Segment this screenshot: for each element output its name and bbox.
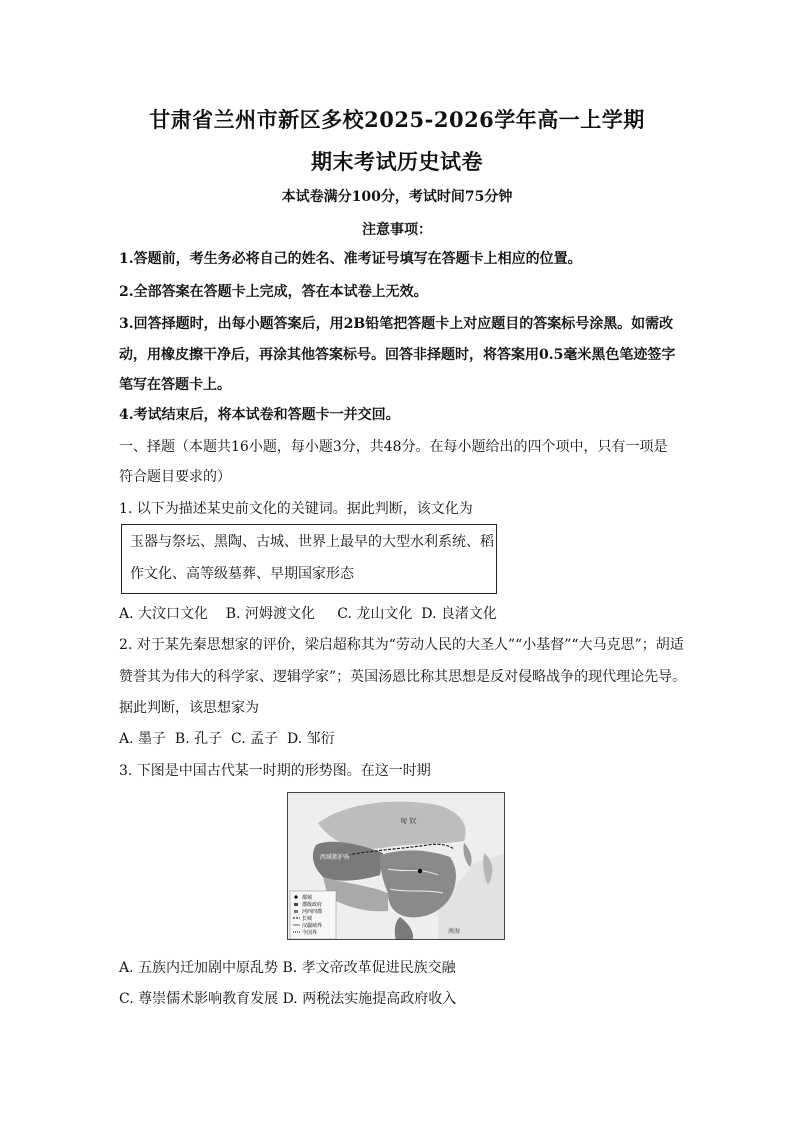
q2-options: A. 墨子 B. 孔子 C. 孟子 D. 邹衍 xyxy=(119,731,335,747)
label-xiongnu: 匈 奴 xyxy=(400,817,417,825)
legend-border: 汉疆域界 xyxy=(302,923,323,929)
label-xiyu: 西域都护府 xyxy=(320,854,351,861)
q3-stem: 3. 下图是中国古代某一时期的形势图。在这一时期 xyxy=(119,763,431,779)
legend-hexi: 河西四郡 xyxy=(302,909,323,915)
q1-box-line2: 作文化、高等级墓葬、早期国家形态 xyxy=(130,566,354,582)
notice-1: 1.答题前，考生务必将自己的姓名、准考证号填写在答题卡上相应的位置。 xyxy=(119,251,582,267)
legend-commandery: 郡级政府 xyxy=(302,902,323,908)
q1-options: A. 大汶口文化 B. 河姆渡文化 C. 龙山文化 D. 良渚文化 xyxy=(119,606,497,622)
section-heading-2: 符合题目要求的） xyxy=(119,469,231,485)
label-nanhai: 南海 xyxy=(448,928,461,935)
q1-stem: 1. 以下为描述某史前文化的关键词。据此判断，该文化为 xyxy=(119,501,473,517)
notice-3c: 笔写在答题卡上。 xyxy=(119,377,231,393)
notice-2: 2.全部答案在答题卡上完成，答在本试卷上无效。 xyxy=(119,284,428,300)
q2-line2: 赞誉其为伟大的科学家、逻辑学家”；英国汤恩比称其思想是反对侵略战争的现代理论先导。 xyxy=(119,669,687,685)
historical-map xyxy=(287,792,505,940)
capital-marker xyxy=(418,869,422,873)
notice-heading: 注意事项： xyxy=(362,222,432,238)
q3-options-ab: A. 五族内迁加剧中原乱势 B. 孝文帝改革促进民族交融 xyxy=(119,960,456,976)
q1-keyword-box xyxy=(121,524,497,594)
notice-3a: 3.回答择题时，出每小题答案后，用2B铅笔把答题卡上对应题目的答案标号涂黑。如需改 xyxy=(119,316,674,332)
map-graphic xyxy=(288,793,505,940)
legend-wall: 长城 xyxy=(302,916,313,922)
notice-3b: 动，用橡皮擦干净后，再涂其他答案标号。回答非择题时，将答案用0.5毫米黑色笔迹签字 xyxy=(119,347,676,363)
q2-line3: 据此判断，该思想家为 xyxy=(119,700,259,716)
q3-options-cd: C. 尊崇儒术影响教育发展 D. 两税法实施提高政府收入 xyxy=(119,991,457,1007)
page-title-line2: 期末考试历史试卷 xyxy=(311,149,483,174)
legend-capital: 都城 xyxy=(302,895,313,901)
section-heading-1: 一、择题（本题共16小题，每小题3分，共48分。在每小题给出的四个项中，只有一项是 xyxy=(119,439,668,455)
notice-4: 4.考试结束后，将本试卷和答题卡一并交回。 xyxy=(119,407,400,423)
page-title-line1: 甘肃省兰州市新区多校2025-2026学年高一上学期 xyxy=(149,107,645,132)
q1-box-line1: 玉器与祭坛、黑陶、古城、世界上最早的大型水利系统、稻 xyxy=(130,534,494,550)
q2-line1: 2. 对于某先秦思想家的评价，梁启超称其为“劳动人民的大圣人”“小基督”“大马克思”；胡适 xyxy=(119,637,684,653)
exam-info: 本试卷满分100分，考试时间75分钟 xyxy=(281,189,513,205)
legend-modern: 今国界 xyxy=(302,930,318,936)
